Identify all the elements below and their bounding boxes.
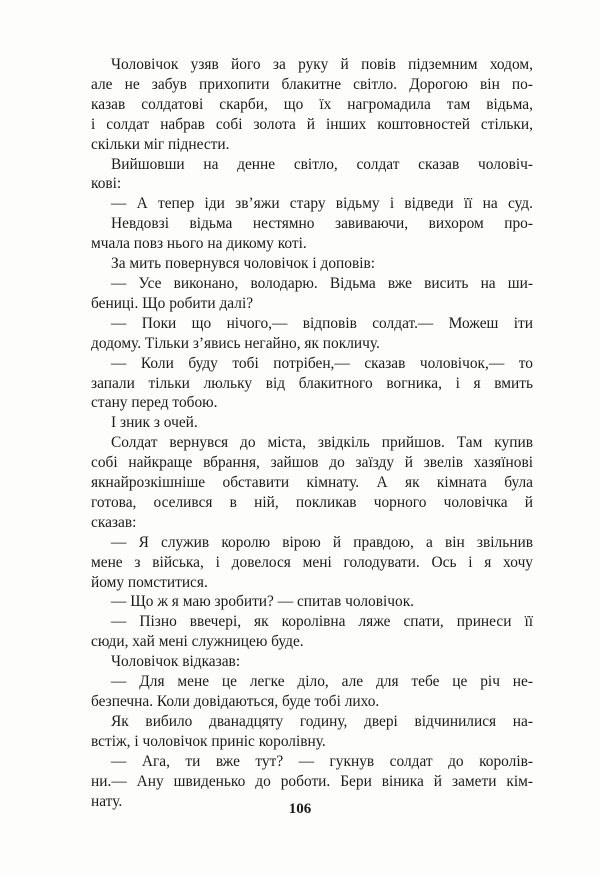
text-line: — А тепер іди зв’яжи стару відьму і відведи її на суд. [111,195,533,213]
text-line: І зник з очей. [111,414,198,432]
text-line: нату. [91,792,123,810]
text-line: бениці. Що робити далі? [91,294,254,312]
text-line: сюди, хай мені служницею буде. [91,633,304,651]
text-line: стану перед тобою. [91,394,218,412]
text-line: запали тільки люльку від блакитного вогника, і я вмить [91,374,533,392]
text-line: собі найкраще вбрання, зайшов до заїзду й звелів хазяїнові [91,454,533,472]
text-line: готова, оселився в ній, покликав чорного чоловічка й [91,493,533,511]
text-line: мчала повз нього на дикому коті. [91,235,307,253]
text-line: але не забув прихопити блакитне світло. Дорогою він по- [91,75,533,93]
text-line: ни.— Ану швиденько до роботи. Бери віника й замети кім- [91,772,533,790]
text-line: За мить повернувся чоловічок і доповів: [111,255,376,273]
text-line: — Усе виконано, володарю. Відьма вже висить на ши- [111,274,533,292]
text-line: — Пізно ввечері, як королівна ляже спати, принеси її [111,613,533,631]
text-line: встіж, і чоловічок приніс королівну. [91,732,326,750]
text-line: — Я служив королю вірою й правдою, а він звільнив [111,533,533,551]
text-line: Чоловічок узяв його за руку й повів підземним ходом, [111,56,533,73]
text-line: кові: [91,175,122,193]
text-line: скільки міг піднести. [91,135,230,153]
text-line: сказав: [91,513,137,531]
text-line: безпечна. Коли довідаються, буде тобі лихо. [91,693,380,710]
text-line: додому. Тільки з’явись негайно, як покличу. [91,334,380,352]
text-line: — Що ж я маю зробити? — спитав чоловічок. [111,593,415,611]
text-line: Чоловічок відказав: [111,653,241,671]
text-line: йому помститися. [91,573,208,591]
text-line: мене з війська, і довелося мені голодувати. Ось і я хочу [91,553,533,571]
body-text [91,55,533,811]
text-line: якнайрозкішніше обставити кімнату. А як кімната була [91,474,533,492]
text-line: і солдат набрав собі золота й інших коштовностей стільки, [91,115,533,133]
text-line: Як вибило дванадцяту годину, двері відчинилися на- [111,712,533,730]
text-line: Невдовзі відьма нестямно завиваючи, вихором про- [111,215,533,233]
text-line: Солдат вернувся до міста, звідкіль прийшов. Там купив [111,434,533,452]
text-line: — Коли буду тобі потрібен,— сказав чоловічок,— то [111,354,533,372]
page-number: 106 [288,801,312,817]
text-line: — Поки що нічого,— відповів солдат.— Можеш іти [111,314,533,332]
text-line: казав солдатові скарби, що їх нагромадила там відьма, [91,95,533,113]
text-line: Вийшовши на денне світло, солдат сказав чоловіч- [111,155,533,173]
text-line: — Ага, ти вже тут? — гукнув солдат до королів- [111,752,533,770]
text-line: — Для мене це легке діло, але для тебе це річ не- [111,673,533,691]
